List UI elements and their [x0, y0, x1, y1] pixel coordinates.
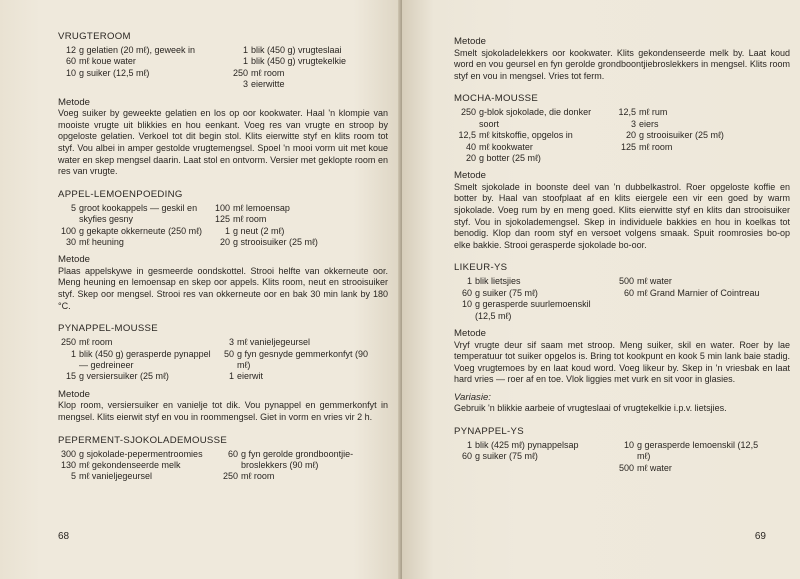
ingredient: 15 g versiersuiker (25 mℓ): [65, 371, 169, 382]
ingredient: 1 g neut (2 mℓ): [224, 225, 285, 236]
ingredient: 20 g strooisuiker (25 mℓ): [625, 130, 724, 141]
ingredient: 3 mℓ vanieljegeursel: [228, 337, 310, 348]
ingredient-column: [226, 45, 376, 91]
recipe-peperment-sjokolademousse: [58, 435, 388, 483]
ingredient: 500 mℓ water: [618, 276, 672, 287]
ingredient: 5 groot kookappels — geskil en skyfies gesny: [70, 202, 198, 225]
ingredients: [58, 45, 388, 91]
ingredients: [454, 107, 790, 164]
ingredient: 60 mℓ Grand Marnier of Cointreau: [623, 287, 760, 298]
ingredient: 100 mℓ lemoensap: [214, 202, 290, 213]
ingredient-column: [604, 107, 774, 164]
method-heading: Metode: [454, 170, 486, 182]
ingredient: 60 mℓ koue water: [65, 56, 136, 67]
ingredient-column: [58, 203, 208, 249]
ingredient-column: [454, 107, 604, 164]
method-heading: Metode: [58, 388, 90, 400]
right-page: [402, 0, 800, 579]
recipe-pynappel-ys: [454, 426, 790, 474]
ingredient: 130 mℓ gekondenseerde melk: [60, 459, 181, 470]
page-number: 69: [754, 531, 766, 542]
method-heading: Metode: [58, 254, 90, 266]
method-text: Smelt sjokolade in boonste deel van 'n dubbelkastrol. Roer opgeloste koffie en botter by. Haal van stoofplaat af en klits eiergele een vir een goed by warm sjokolade. Voeg rum by en meng goed. Klits eierwitte styf en klits dan strooisuiker styf. Vou in sjokolademengsel. Skep in individuele bakkies en hou in koelkas tot benodig. Klop dan room styf en versoet volgens smaak. Spuit roomrosies bo-op elke bakkie. Strooi gerasperde sjokolade bo-oor.: [454, 181, 790, 250]
ingredient: 10 g gerasperde lemoenskil (12,5 mℓ): [623, 439, 759, 462]
recipe-title: PYNAPPEL-MOUSSE: [58, 323, 158, 335]
ingredient-column: [216, 337, 376, 383]
ingredient: 12,5 mℓ kitskoffie, opgelos in: [458, 130, 573, 141]
method-text: Klop room, versiersuiker en vanielje tot dik. Vou pynappel en gemmerkonfyt in mengsel. Klits eierwit styf en vou in roommengsel. Giet in vorm en vries vir 2 h.: [58, 400, 388, 422]
recipe-title: APPEL-LEMOENPOEDING: [58, 188, 183, 200]
ingredient: 250 mℓ room: [60, 337, 113, 348]
ingredient: 40 mℓ kookwater: [465, 141, 533, 152]
ingredients: [454, 276, 790, 322]
ingredient: 20 g botter (25 mℓ): [465, 152, 541, 163]
ingredient: 60 g fyn gerolde grondboontjie-broslekkers (90 mℓ): [227, 448, 354, 470]
ingredient: 250 mℓ room: [222, 471, 275, 482]
recipe-vrugteroom: [58, 31, 388, 178]
ingredient-column: [612, 276, 780, 322]
ingredient: 3 eierwitte: [242, 79, 285, 90]
recipe-title: LIKEUR-YS: [454, 262, 508, 274]
method-text: Voeg suiker by geweekte gelatien en los op oor kookwater. Haal 'n klompie van mooiste vrugte uit blikkies en hou eenkant. Voeg res van vrugte en stroop by opgeloste gelatien. Verkoel tot dit begin stol. Klits eierwitte styf en klits room tot styf. Vou albei in amper gestolde vrugtemengsel. Spoel 'n mooi vorm uit met koue water en skep mengsel daarin. Laat stol en ontvorm. Versier met geklopte room en res van vrugte.: [58, 108, 388, 177]
ingredient: 20 g strooisuiker (25 mℓ): [219, 236, 318, 247]
ingredient: 30 mℓ heuning: [65, 236, 124, 247]
ingredient-column: [58, 449, 216, 483]
recipe-appel-lemoenpoeding: [58, 189, 388, 313]
recipe-continued-method: [454, 36, 790, 82]
ingredient-column: [454, 276, 612, 322]
ingredient: 50 g fyn gesnyde gemmerkonfyt (90 mℓ): [223, 348, 369, 370]
variation-text: Gebruik 'n blikkie aarbeie of vrugteslaai of vrugtekelkie i.p.v. lietsjies.: [454, 403, 727, 414]
recipe-pynappel-mousse: [58, 323, 388, 423]
ingredients: [58, 203, 388, 249]
ingredient-column: [58, 337, 216, 383]
ingredient: 100 g gekapte okkerneute (250 mℓ): [60, 225, 202, 236]
ingredient: 1 eierwit: [228, 371, 264, 382]
ingredient: 1 blik (425 mℓ) pynappelsap: [466, 439, 579, 450]
ingredient: 250 g-blok sjokolade, die donker soort: [460, 107, 592, 129]
recipe-title: VRUGTEROOM: [58, 31, 131, 42]
ingredient: 250 mℓ room: [232, 67, 285, 78]
page-number: 68: [58, 531, 70, 542]
ingredient-column: [216, 449, 376, 483]
ingredient: 1 blik (450 g) gerasperde pynappel — gedreineer: [70, 348, 211, 370]
ingredient: 1 blik lietsjies: [466, 276, 521, 287]
ingredients: [58, 449, 388, 483]
method-text: Vryf vrugte deur sif saam met stroop. Meng suiker, skil en water. Roer by lae temperatuur tot suiker opgelos is. Bring tot kookpunt en kook 5 min lank baie stadig. Voeg vrugtemoes by en laat koud word. Voeg likeur by. Skep in 'n vriesbak en laat hard vries — roer af en toe. Vlok liggies met vurk en sit voor in glasies.: [454, 339, 790, 385]
recipe-title: MOCHA-MOUSSE: [454, 93, 539, 105]
method-text: Plaas appelskywe in gesmeerde oondskottel. Strooi helfte van okkerneute oor. Meng heuning en lemoensap en skep oor appels. Klits room, neut en strooisuiker styf. Skep oor mengsel. Strooi res van okkerneute oor en bak 30 min lank by 180 °C.: [58, 265, 388, 311]
ingredient-column: [208, 203, 376, 249]
ingredient: 12,5 mℓ rum: [618, 107, 668, 118]
ingredient: 12 g gelatien (20 mℓ), geweek in: [65, 45, 195, 55]
ingredient-column: [612, 440, 762, 474]
ingredient: 500 mℓ water: [618, 462, 672, 473]
method-heading: Metode: [58, 96, 90, 108]
ingredient-column: [58, 45, 226, 91]
ingredient: 3 eiers: [630, 118, 659, 129]
ingredient: 125 mℓ room: [214, 214, 267, 225]
ingredients: [58, 337, 388, 383]
ingredients: [454, 440, 790, 474]
ingredient-column: [454, 440, 612, 474]
recipe-likeur-ys: [454, 262, 790, 415]
ingredient: 60 g suiker (75 mℓ): [461, 451, 538, 462]
ingredient: 1 blik (450 g) vrugteslaai: [242, 45, 342, 55]
ingredient: 10 g gerasperde suurlemoenskil (12,5 mℓ): [461, 299, 591, 321]
method-heading: Metode: [454, 36, 486, 47]
recipe-title: PEPERMENT-SJOKOLADEMOUSSE: [58, 434, 228, 446]
ingredient: 125 mℓ room: [620, 141, 673, 152]
variation-heading: Variasie:: [454, 391, 491, 403]
ingredient: 1 blik (450 g) vrugtekelkie: [242, 56, 347, 67]
method-heading: Metode: [454, 328, 486, 339]
ingredient: 5 mℓ vanieljegeursel: [70, 471, 152, 482]
ingredient: 10 g suiker (12,5 mℓ): [65, 67, 150, 78]
ingredient: 60 g suiker (75 mℓ): [461, 287, 538, 298]
ingredient: 300 g sjokolade-pepermentroomies: [60, 448, 203, 459]
recipe-mocha-mousse: [454, 93, 790, 251]
recipe-title: PYNAPPEL-YS: [454, 425, 524, 437]
method-text: Smelt sjokoladelekkers oor kookwater. Klits gekondenseerde melk by. Laat koud word en vou geursel en fyn gerolde grondboontjiebroslekkers in mengsel. Klits room styf en vou in mengsel. Vries tot ferm.: [454, 47, 790, 81]
